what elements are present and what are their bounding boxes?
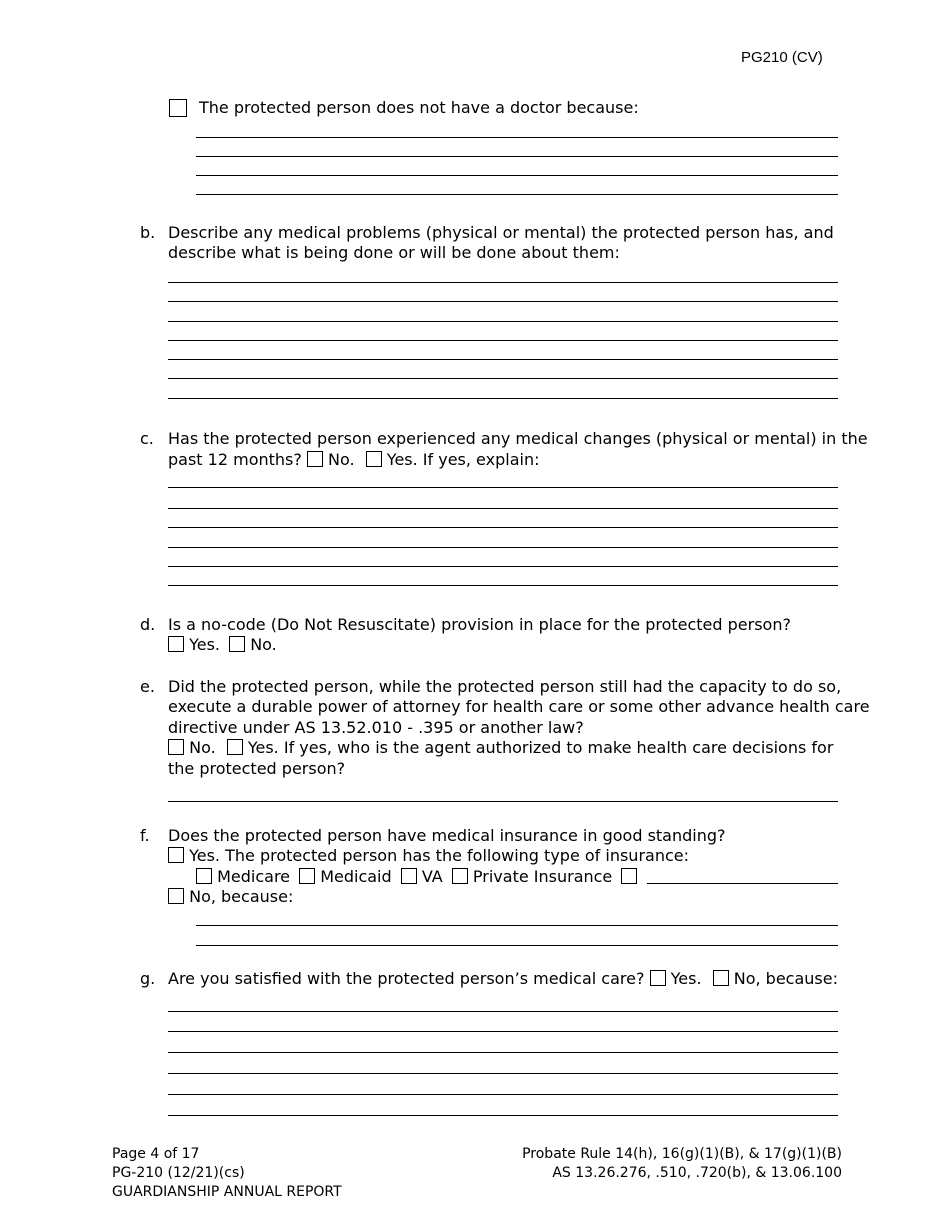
answer-line[interactable]: [168, 1073, 838, 1074]
answer-line[interactable]: [168, 1052, 838, 1053]
footer-page-number: Page 4 of 17: [112, 1146, 200, 1162]
section-f-no-checkbox[interactable]: [168, 888, 184, 904]
section-g-question-row: [168, 969, 838, 990]
section-e-question-line1: Did the protected person, while the protected person still had the capacity to do so,: [168, 677, 842, 696]
section-f-insurance-types: [196, 867, 637, 888]
section-e-yes-label: Yes. If yes, who is the agent authorized to make health care decisions for: [247, 738, 834, 757]
answer-line[interactable]: [168, 301, 838, 302]
section-d-question: Is a no-code (Do Not Resuscitate) provision in place for the protected person?: [168, 615, 791, 634]
footer-form-title: GUARDIANSHIP ANNUAL REPORT: [112, 1184, 342, 1200]
private-insurance-label: Private Insurance: [472, 867, 613, 886]
section-e-question-line3: directive under AS 13.52.010 - .395 or another law?: [168, 718, 584, 737]
section-g-yes-label: Yes.: [670, 969, 702, 988]
answer-line[interactable]: [168, 1115, 838, 1116]
other-insurance-checkbox[interactable]: [621, 868, 637, 884]
answer-line[interactable]: [168, 527, 838, 528]
section-c-no-label: No.: [328, 450, 355, 469]
medicaid-label: Medicaid: [320, 867, 392, 886]
answer-line[interactable]: [168, 398, 838, 399]
section-d-no-checkbox[interactable]: [229, 636, 245, 652]
private-insurance-checkbox[interactable]: [452, 868, 468, 884]
section-c-yes-label: Yes. If yes, explain:: [386, 450, 540, 469]
section-c-question-line1: Has the protected person experienced any medical changes (physical or mental) in the: [168, 429, 868, 448]
no-doctor-label: The protected person does not have a doctor because:: [199, 98, 639, 117]
section-d-no-label: No.: [250, 635, 277, 654]
section-b-question-line1: Describe any medical problems (physical or mental) the protected person has, and: [168, 223, 834, 242]
section-c-yes-checkbox[interactable]: [366, 451, 382, 467]
section-f-yes-label: Yes. The protected person has the following type of insurance:: [189, 846, 689, 865]
answer-line[interactable]: [196, 194, 838, 195]
section-g-letter: g.: [140, 969, 156, 988]
section-g-no-label: No, because:: [733, 969, 838, 988]
section-e-question-line5: the protected person?: [168, 759, 346, 778]
answer-line[interactable]: [168, 487, 838, 488]
section-e-letter: e.: [140, 677, 155, 696]
answer-line[interactable]: [168, 378, 838, 379]
section-d-yes-checkbox[interactable]: [168, 636, 184, 652]
section-e-no-checkbox[interactable]: [168, 739, 184, 755]
section-e-question-line2: execute a durable power of attorney for health care or some other advance health care: [168, 697, 870, 716]
other-insurance-line[interactable]: [647, 883, 838, 884]
section-g-question: Are you satisfied with the protected person’s medical care?: [168, 969, 645, 988]
section-b-question-line2: describe what is being done or will be done about them:: [168, 243, 620, 262]
section-d-options: [168, 635, 277, 656]
section-e-agent-line[interactable]: [168, 801, 838, 802]
section-f-yes-row: [168, 846, 689, 867]
section-c-question-line2: [168, 450, 539, 471]
section-e-yes-checkbox[interactable]: [227, 739, 243, 755]
answer-line[interactable]: [168, 547, 838, 548]
answer-line[interactable]: [168, 1011, 838, 1012]
va-label: VA: [421, 867, 443, 886]
section-f-letter: f.: [140, 826, 150, 845]
answer-line[interactable]: [168, 1031, 838, 1032]
section-d-letter: d.: [140, 615, 156, 634]
section-c-prefix: past 12 months?: [168, 450, 302, 469]
section-e-options: [168, 738, 833, 759]
answer-line[interactable]: [196, 925, 838, 926]
section-g-no-checkbox[interactable]: [713, 970, 729, 986]
footer-statute: AS 13.26.276, .510, .720(b), & 13.06.100: [552, 1165, 842, 1181]
section-f-yes-checkbox[interactable]: [168, 847, 184, 863]
section-b-letter: b.: [140, 223, 156, 242]
footer-form-id: PG-210 (12/21)(cs): [112, 1165, 245, 1181]
section-f-question: Does the protected person have medical insurance in good standing?: [168, 826, 726, 845]
answer-line[interactable]: [168, 566, 838, 567]
medicaid-checkbox[interactable]: [299, 868, 315, 884]
form-code: PG210 (CV): [741, 49, 823, 66]
no-doctor-checkbox[interactable]: [169, 99, 187, 117]
medicare-label: Medicare: [217, 867, 291, 886]
answer-line[interactable]: [196, 175, 838, 176]
medicare-checkbox[interactable]: [196, 868, 212, 884]
answer-line[interactable]: [196, 945, 838, 946]
footer-probate-rule: Probate Rule 14(h), 16(g)(1)(B), & 17(g)(1)(B): [522, 1146, 842, 1162]
answer-line[interactable]: [168, 321, 838, 322]
answer-line[interactable]: [196, 156, 838, 157]
section-g-yes-checkbox[interactable]: [650, 970, 666, 986]
answer-line[interactable]: [168, 359, 838, 360]
section-f-no-row: [168, 887, 293, 908]
section-c-no-checkbox[interactable]: [307, 451, 323, 467]
section-f-no-label: No, because:: [189, 887, 294, 906]
section-c-letter: c.: [140, 429, 154, 448]
answer-line[interactable]: [196, 137, 838, 138]
answer-line[interactable]: [168, 585, 838, 586]
answer-line[interactable]: [168, 340, 838, 341]
answer-line[interactable]: [168, 282, 838, 283]
va-checkbox[interactable]: [401, 868, 417, 884]
answer-line[interactable]: [168, 508, 838, 509]
answer-line[interactable]: [168, 1094, 838, 1095]
section-e-no-label: No.: [189, 738, 216, 757]
section-d-yes-label: Yes.: [189, 635, 221, 654]
